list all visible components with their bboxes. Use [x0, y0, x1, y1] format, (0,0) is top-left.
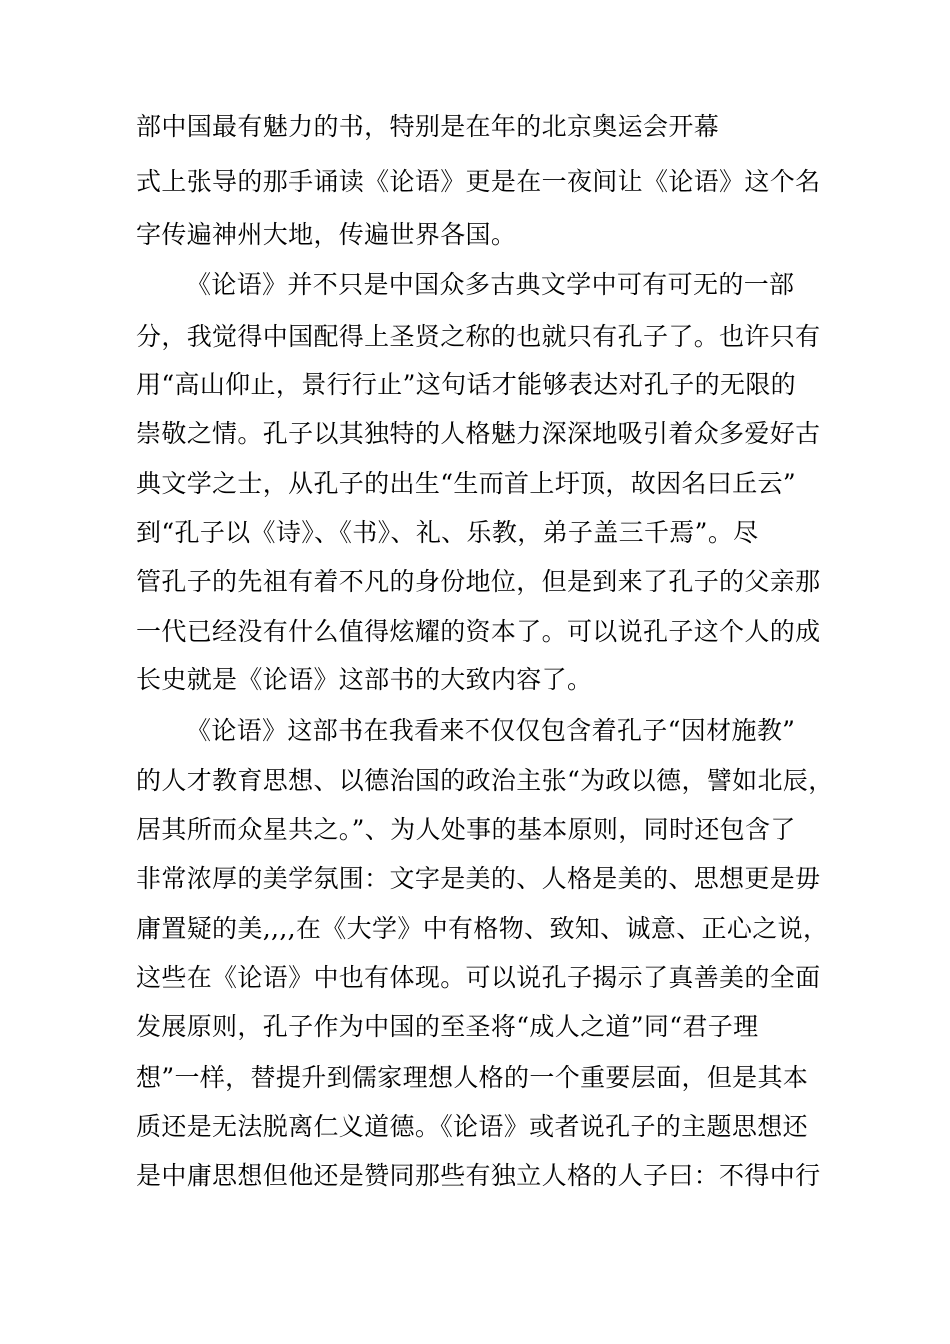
- text-line: 这些在《论语》中也有体现。可以说孔子揭示了真善美的全面: [136, 963, 821, 992]
- text-line: 发展原则，孔子作为中国的至圣将“成人之道”同“君子理: [136, 1012, 759, 1041]
- text-line: 质还是无法脱离仁义道德。《论语》或者说孔子的主题思想还: [136, 1112, 808, 1141]
- text-line: 管孔子的先祖有着不凡的身份地位，但是到来了孔子的父亲那: [136, 567, 821, 596]
- text-line: 一代已经没有什么值得炫耀的资本了。可以说孔子这个人的成: [136, 617, 821, 646]
- text-line: 式上张导的那手诵读《论语》更是在一夜间让《论语》这个名: [136, 167, 821, 196]
- paragraph-start-line: 《论语》并不只是中国众多古典文学中可有可无的一部: [186, 270, 795, 299]
- text-line: 居其所而众星共之。”、为人处事的基本原则，同时还包含了: [136, 815, 796, 844]
- paragraph-start-line: 《论语》这部书在我看来不仅仅包含着孔子“因材施教”: [186, 716, 796, 745]
- text-line: 长史就是《论语》这部书的大致内容了。: [136, 665, 593, 694]
- text-line: 到“孔子以《诗》、《书》、礼、乐教，弟子盖三千焉”。尽: [136, 518, 759, 547]
- text-line: 非常浓厚的美学氛围：文字是美的、人格是美的、思想更是毋: [136, 864, 821, 893]
- text-line: 想”一样，替提升到儒家理想人格的一个重要层面，但是其本: [136, 1063, 809, 1092]
- text-line: 的人才教育思想、以德治国的政治主张“为政以德，譬如北辰，: [136, 766, 834, 795]
- text-line: 崇敬之情。孔子以其独特的人格魅力深深地吸引着众多爱好古: [136, 419, 821, 448]
- text-line: 分，我觉得中国配得上圣贤之称的也就只有孔子了。也许只有: [136, 322, 821, 351]
- text-line: 典文学之士，从孔子的出生“生而首上圩顶，故因名曰丘云”: [136, 469, 797, 498]
- text-line: 是中庸思想但他还是赞同那些有独立人格的人子曰：不得中行: [136, 1161, 821, 1190]
- text-line: 部中国最有魅力的书，特别是在年的北京奥运会开幕: [136, 112, 720, 141]
- text-line: 字传遍神州大地，传遍世界各国。: [136, 220, 517, 249]
- text-line: 用“高山仰止，景行行止”这句话才能够表达对孔子的无限的: [136, 370, 797, 399]
- text-line: 庸置疑的美,,,,在《大学》中有格物、致知、诚意、正心之说，: [136, 914, 829, 943]
